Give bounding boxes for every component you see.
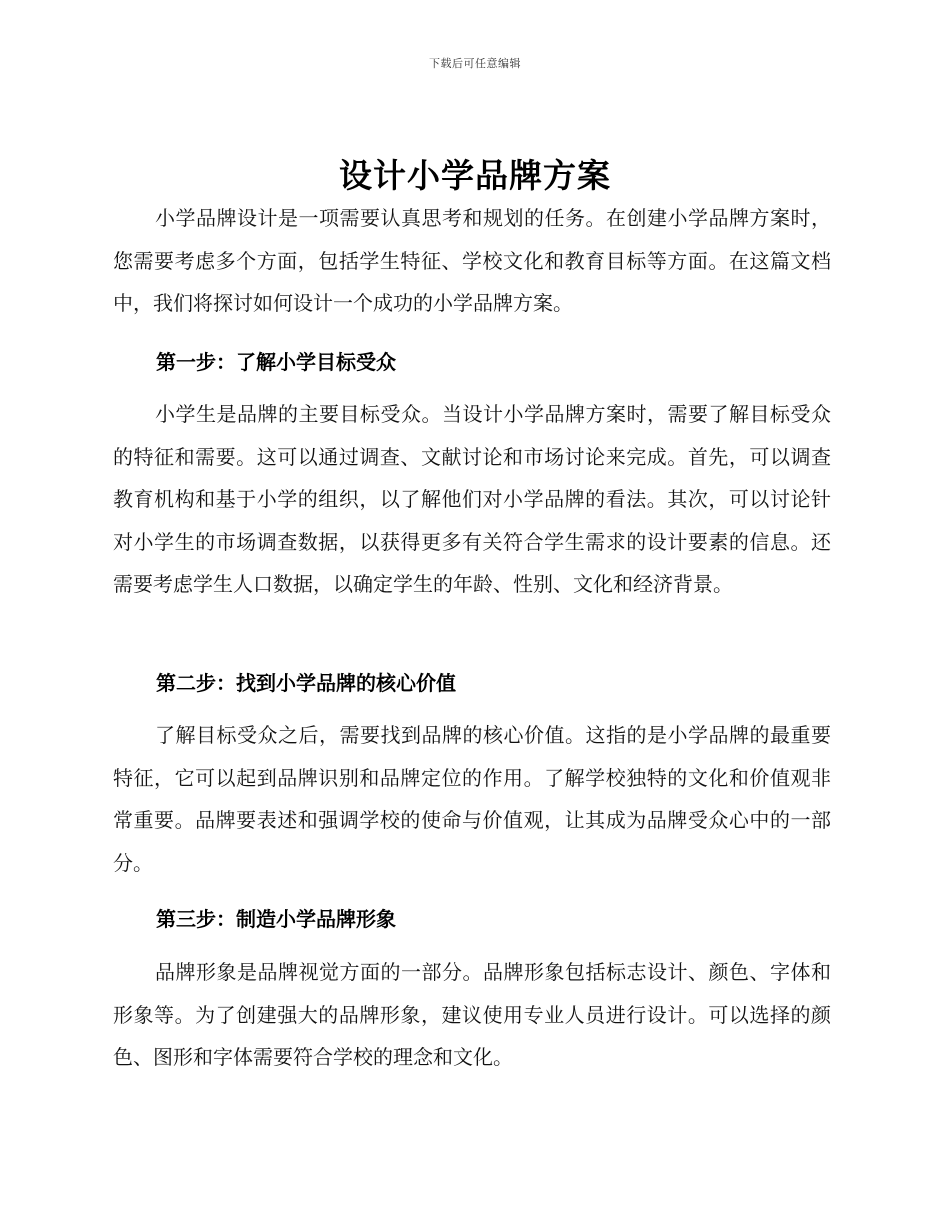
section-3-paragraph: 品牌形象是品牌视觉方面的一部分。品牌形象包括标志设计、颜色、字体和形象等。为了创建强大的品牌形象，建议使用专业人员进行设计。可以选择的颜色、图形和字体需要符合学校的理念和文化。: [113, 960, 831, 1069]
section-1-heading: 第一步：了解小学目标受众: [156, 350, 396, 374]
document-title: 设计小学品牌方案: [339, 156, 611, 195]
section-1-paragraph: 小学生是品牌的主要目标受众。当设计小学品牌方案时，需要了解目标受众的特征和需要。这可以通过调查、文献讨论和市场讨论来完成。首先，可以调查教育机构和基于小学的组织，以了解他们对小学品牌的看法。其次，可以讨论针对小学生的市场调查数据，以获得更多有关符合学生需求的设计要素的信息。还需要考虑学生人口数据，以确定学生的年龄、性别、文化和经济背景。: [113, 402, 831, 596]
section-3-heading: 第三步：制造小学品牌形象: [156, 907, 396, 931]
section-2-paragraph: 了解目标受众之后，需要找到品牌的核心价值。这指的是小学品牌的最重要特征，它可以起到品牌识别和品牌定位的作用。了解学校独特的文化和价值观非常重要。品牌要表述和强调学校的使命与价值观，让其成为品牌受众心中的一部分。: [113, 723, 831, 875]
section-2-heading: 第二步：找到小学品牌的核心价值: [156, 671, 456, 695]
header-note: 下载后可任意编辑: [429, 57, 521, 70]
intro-paragraph: 小学品牌设计是一项需要认真思考和规划的任务。在创建小学品牌方案时，您需要考虑多个方面，包括学生特征、学校文化和教育目标等方面。在这篇文档中，我们将探讨如何设计一个成功的小学品牌方案。: [113, 206, 831, 315]
